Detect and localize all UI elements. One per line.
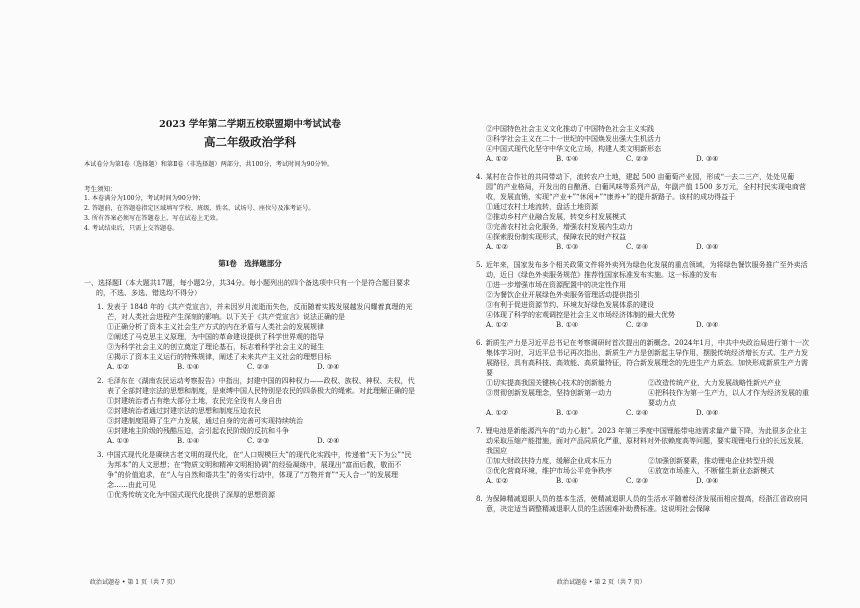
question-option: ②封建统治者通过封建宗法的思想和制度压迫农民 (107, 407, 261, 415)
question-option: ③科学社会主义在二十一世纪的中国焕发出强大生机活力 (486, 135, 661, 143)
answer-choices (84, 362, 416, 372)
answer-choice: C. ②③ (626, 477, 649, 485)
notice-item: 3. 所有答案必须写在答题卷上，写在试卷上无效。 (84, 215, 222, 222)
notice-heading: 考生须知： (84, 185, 117, 193)
question-stem (84, 302, 416, 322)
question-text: 为保障精减退职人员的基本生活，使精减退职人员的生活水平随着经济发展而相应提高，经浙江省政府同意，决定适当调整精减退职人员的生活困难补助费标准。这说明社会保障 (485, 495, 808, 513)
part-heading: 一、选择题Ⅰ（本大题共17题，每小题2分，共34分。每小题列出的四个备选项中只有一个是符合题目要求的，不选、多选、错选均不得分） (84, 279, 411, 297)
question-stem (463, 260, 810, 280)
question-text: 发表于 1848 年的《共产党宣言》，并未因岁月流逝而失色，反而随着实践发展越发闪耀着真理的光芒，对人类社会进程产生深刻的影响。以下关于《共产党宣言》说法正确的是 (106, 303, 413, 321)
question-text: 新质生产力是习近平总书记在考察调研时首次提出的新概念。2024年1月，中共中央政治局进行第十一次集体学习时，习近平总书记再次指出，新质生产力是创新起主导作用，摆脱传统经济增长方式、生产力发展路径，具有高科技、高效能、高质量特征，符合新发展理念的先进生产力质态。加快形成新质生产力需要 (485, 339, 809, 377)
question-option: ②中国特色社会主义文化推动了中国特色社会主义实践 (486, 125, 654, 133)
question-option: ③贯彻创新发展理念，坚持创新第一动力 (486, 389, 612, 397)
question-stem (463, 426, 810, 456)
answer-choice: D. ③④ (696, 409, 719, 417)
answer-choice: B. ①④ (556, 321, 579, 329)
question-option: ②加强创新要素，推动锂电企业转型升级 (648, 457, 774, 465)
question-option: ②阐述了马克思主义原理，为中国的革命建设提供了科学世界观的指导 (107, 333, 324, 341)
answer-choices (463, 408, 810, 418)
question-option: ①正确分析了资本主义社会生产方式的内在矛盾与人类社会的发展规律 (107, 323, 324, 331)
question-number: 6. (476, 339, 483, 347)
section-header: 第Ⅰ卷 选择题部分 (218, 259, 282, 268)
page-footer-left: 政治试题卷 • 第 1 页（共 7 页） (90, 579, 179, 586)
exam-intro: 本试卷分为第Ⅰ卷（选择题）和第Ⅱ卷（非选择题）两部分，共100分，考试时间为90分钟。 (84, 161, 334, 168)
question-stem (463, 338, 810, 378)
left-page (84, 118, 416, 538)
answer-choice: B. ①④ (177, 437, 200, 445)
question-option: ④封建地主阶级的残酷压迫，会引起农民阶级的反抗和斗争 (107, 427, 289, 435)
question-option: ①通过农村土地流转，盘活土地资源 (486, 203, 598, 211)
question-stem (463, 494, 810, 514)
question-stem (84, 376, 416, 396)
question-1 (84, 302, 416, 372)
question-option: ④中国式现代化坚守中华文化立场，构建人类文明新形态 (486, 145, 661, 153)
answer-choice: D. ③④ (696, 477, 719, 485)
question-option: ④探索股份制实现形式，保障农民的财产权益 (486, 233, 626, 241)
answer-choice: C. ②④ (626, 243, 649, 251)
question-number: 2. (97, 377, 104, 385)
answer-choices (84, 436, 416, 446)
question-option: ②改造传统产业，大力发展战略性新兴产业 (648, 379, 781, 387)
question-option: ④体现了科学的宏观调控是社会主义市场经济体制的最大优势 (486, 311, 675, 319)
question-3-continued (463, 124, 810, 164)
question-option: ③封建制度阻碍了生产力发展，通过自身的完善可实现持续统治 (107, 417, 303, 425)
question-stem (84, 450, 416, 490)
answer-choice: D. ③④ (696, 243, 719, 251)
question-options-grid (463, 378, 810, 408)
answer-choice: C. ②④ (626, 409, 649, 417)
question-option: ④把科技作为第一生产力，以人才作为经济发展的重要动力点 (648, 389, 809, 407)
notice-item: 2. 答题前，在答题卷指定区域填写学校、班级、姓名、试场号、座位号及准考证号。 (84, 205, 315, 212)
question-number: 7. (476, 427, 483, 435)
answer-choice: C. ②③ (247, 363, 270, 371)
answer-choice: A. ①② (486, 409, 509, 417)
question-number: 8. (476, 495, 483, 503)
answer-choices (463, 154, 810, 164)
question-option: ①进一步增强市场在资源配置中的决定性作用 (486, 281, 626, 289)
answer-choice: D. ③④ (696, 155, 719, 163)
page-footer-right: 政治试题卷 • 第 2 页（共 7 页） (557, 579, 646, 586)
question-option: ①封建统治者占有绝大部分土地，农民完全没有人身自由 (107, 397, 282, 405)
answer-choice: C. ②③ (626, 321, 649, 329)
question-3 (84, 450, 416, 500)
answer-choice: A. ①③ (107, 437, 130, 445)
question-option: ③完善农村社会化服务，增强农村发展内生动力 (486, 223, 633, 231)
question-6 (463, 338, 810, 418)
answer-choice: B. ①④ (177, 363, 200, 371)
notice-item: 1. 本卷满分为100分，考试时间为90分钟； (84, 195, 205, 202)
question-number: 5. (476, 261, 483, 269)
answer-choice: A. ①② (486, 243, 509, 251)
question-text: 毛泽东在《湖南农民运动考察报告》中指出，封建中国的四种权力——政权、族权、神权、夫权，代表了全部封建宗法的思想和制度，是束缚中国人民特别是农民的四条极大的绳索。对此理解正确的是 (106, 377, 415, 395)
question-4 (463, 172, 810, 252)
question-8 (463, 494, 810, 514)
question-number: 4. (476, 173, 483, 181)
question-option: ①优秀传统文化为中国式现代化提供了深厚的思想资源 (107, 491, 275, 499)
question-text: 近年来，国家发布多个相关政策文件将外卖列为绿色化发展的重点领域，为将绿色餐饮服务推广至外卖活动，近日《绿色外卖服务规范》推荐性国家标准发布实施。这一标准的发布 (485, 261, 808, 279)
answer-choices (463, 320, 810, 330)
answer-choice: D. ③④ (317, 363, 340, 371)
question-option: ③为科学社会主义的创立奠定了理论基石，标志着科学社会主义的诞生 (107, 343, 324, 351)
right-page (463, 124, 810, 544)
answer-choices (463, 242, 810, 252)
question-option: ①加大财政扶持力度，缓解企业成本压力 (486, 457, 612, 465)
answer-choice: A. ①② (107, 363, 130, 371)
question-7 (463, 426, 810, 486)
answer-choice: D. ③④ (696, 321, 719, 329)
question-5 (463, 260, 810, 330)
answer-choice: C. ②③ (247, 437, 270, 445)
question-option: ②为餐饮企业开展绿色外卖服务管理活动提供指引 (486, 291, 640, 299)
question-text: 中国式现代化是赓续古老文明的现代化，在“人口规模巨大”的现代化实践中，传递着“天下为公”“民为邦本”的人文思想；在“物质文明和精神文明相协调”的经验凝练中，展现出“富而后教，敬而不争”的价值追求，在“人与自然和谐共生”的务实行动中，体现了“万物并育”“天人合一”的发展理念……由此可见 (106, 451, 412, 489)
question-option: ②推动乡村产业融合发展，转变乡村发展模式 (486, 213, 626, 221)
question-option: ①切实提高我国关键核心技术的创新能力 (486, 379, 612, 387)
answer-choice: B. ①④ (556, 155, 579, 163)
question-number: 1. (97, 303, 104, 311)
question-option: ③优化营商环境，维护市场公平竞争秩序 (486, 467, 612, 475)
question-option: ④揭示了资本主义运行的特殊规律，阐述了未来共产主义社会的理想目标 (107, 353, 331, 361)
answer-choice: B. ①③ (556, 243, 579, 251)
question-stem (463, 172, 810, 202)
question-text: 锂电池是新能源汽车的“动力心脏”。2023 年第三季度中国锂能带电池需求量产量下降，为此很多企业主动采取压缩产能措施，面对产品同质化严重，原材料对外依赖度高等问题，要实现锂电行业的长远发展，我国应 (485, 427, 808, 455)
answer-choice: B. ①④ (556, 477, 579, 485)
answer-choice: B. ①③ (556, 409, 579, 417)
question-option: ③有利于促进资源节约、环境友好绿色发展体系的建设 (486, 301, 654, 309)
answer-choice: D. ②④ (317, 437, 340, 445)
answer-choice: C. ②③ (626, 155, 649, 163)
answer-choices (463, 476, 810, 486)
question-number: 3. (97, 451, 104, 459)
notice-item: 4. 考试结束后，只需上交答题卷。 (84, 225, 179, 232)
answer-choice: A. ①② (486, 155, 509, 163)
answer-choice: A. ①② (486, 477, 509, 485)
exam-subtitle: 高二年级政治学科 (204, 135, 296, 149)
question-options-grid (463, 456, 810, 476)
question-option: ④放宽市场准入，不断催生新业态新模式 (648, 467, 774, 475)
question-2 (84, 376, 416, 446)
answer-choice: A. ①② (486, 321, 509, 329)
question-text: 某村在合作社的共同带动下，流转农户土地，建起 500 亩葡萄产业园，形成“一去二三产，处处见葡园”的产业格局，开发出的自酿酒、白葡风味等系列产品，年副产值 1500 多万元，全村村民实现电商营收，发展直销，实现“产业+”“休闲+”“康养+”的提升新路子。该村的成功得益于 (485, 173, 806, 201)
exam-title: 2023 学年第二学期五校联盟期中考试试卷 (159, 119, 341, 130)
